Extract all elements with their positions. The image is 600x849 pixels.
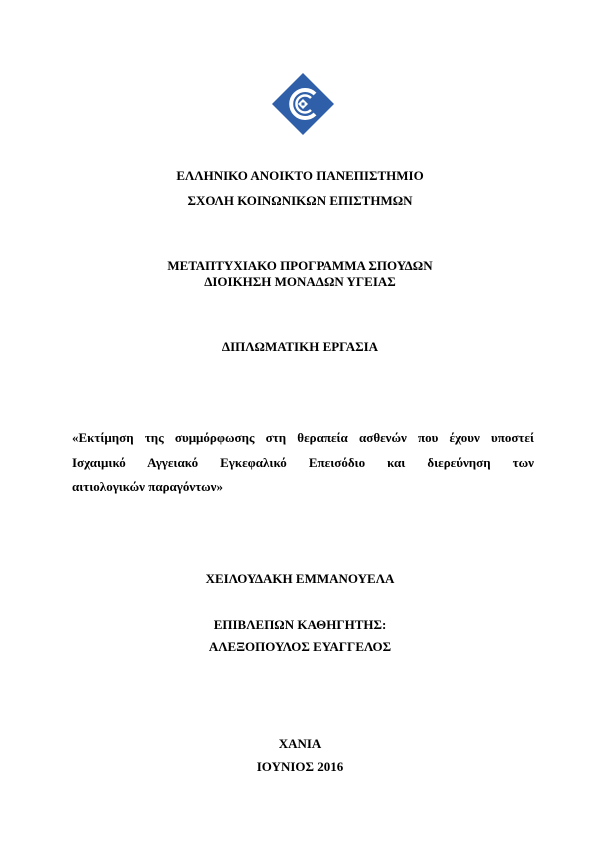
- school-name: ΣΧΟΛΗ ΚΟΙΝΩΝΙΚΩΝ ΕΠΙΣΤΗΜΩΝ: [187, 193, 413, 208]
- thesis-title: [72, 426, 534, 500]
- university-logo-icon: [271, 72, 335, 136]
- university-name: ΕΛΛΗΝΙΚΟ ΑΝΟΙΚΤΟ ΠΑΝΕΠΙΣΤΗΜΙΟ: [176, 168, 424, 183]
- thesis-title-line: «Εκτίμηση της συμμόρφωσης στη θεραπεία ασθενών που έχουν υποστεί: [72, 430, 534, 445]
- supervisor-name: ΑΛΕΞΟΠΟΥΛΟΣ ΕΥΑΓΓΕΛΟΣ: [208, 639, 392, 654]
- supervisor-label: ΕΠΙΒΛΕΠΩΝ ΚΑΘΗΓΗΤΗΣ:: [213, 617, 387, 632]
- program-subtitle: ΔΙΟΙΚΗΣΗ ΜΟΝΑΔΩΝ ΥΓΕΙΑΣ: [204, 274, 396, 289]
- program-title: ΜΕΤΑΠΤΥΧΙΑΚΟ ΠΡΟΓΡΑΜΜΑ ΣΠΟΥΔΩΝ: [167, 258, 433, 273]
- thesis-title-line: Ισχαιμικό Αγγειακό Εγκεφαλικό Επεισόδιο και διερεύνηση των: [72, 454, 534, 470]
- place: ΧΑΝΙΑ: [278, 736, 322, 751]
- date: ΙΟΥΝΙΟΣ 2016: [256, 759, 344, 774]
- document-type: ΔΙΠΛΩΜΑΤΙΚΗ ΕΡΓΑΣΙΑ: [221, 339, 379, 354]
- thesis-title-line: αιτιολογικών παραγόντων»: [72, 479, 223, 494]
- author-name: ΧΕΙΛΟΥΔΑΚΗ ΕΜΜΑΝΟΥΕΛΑ: [205, 571, 395, 586]
